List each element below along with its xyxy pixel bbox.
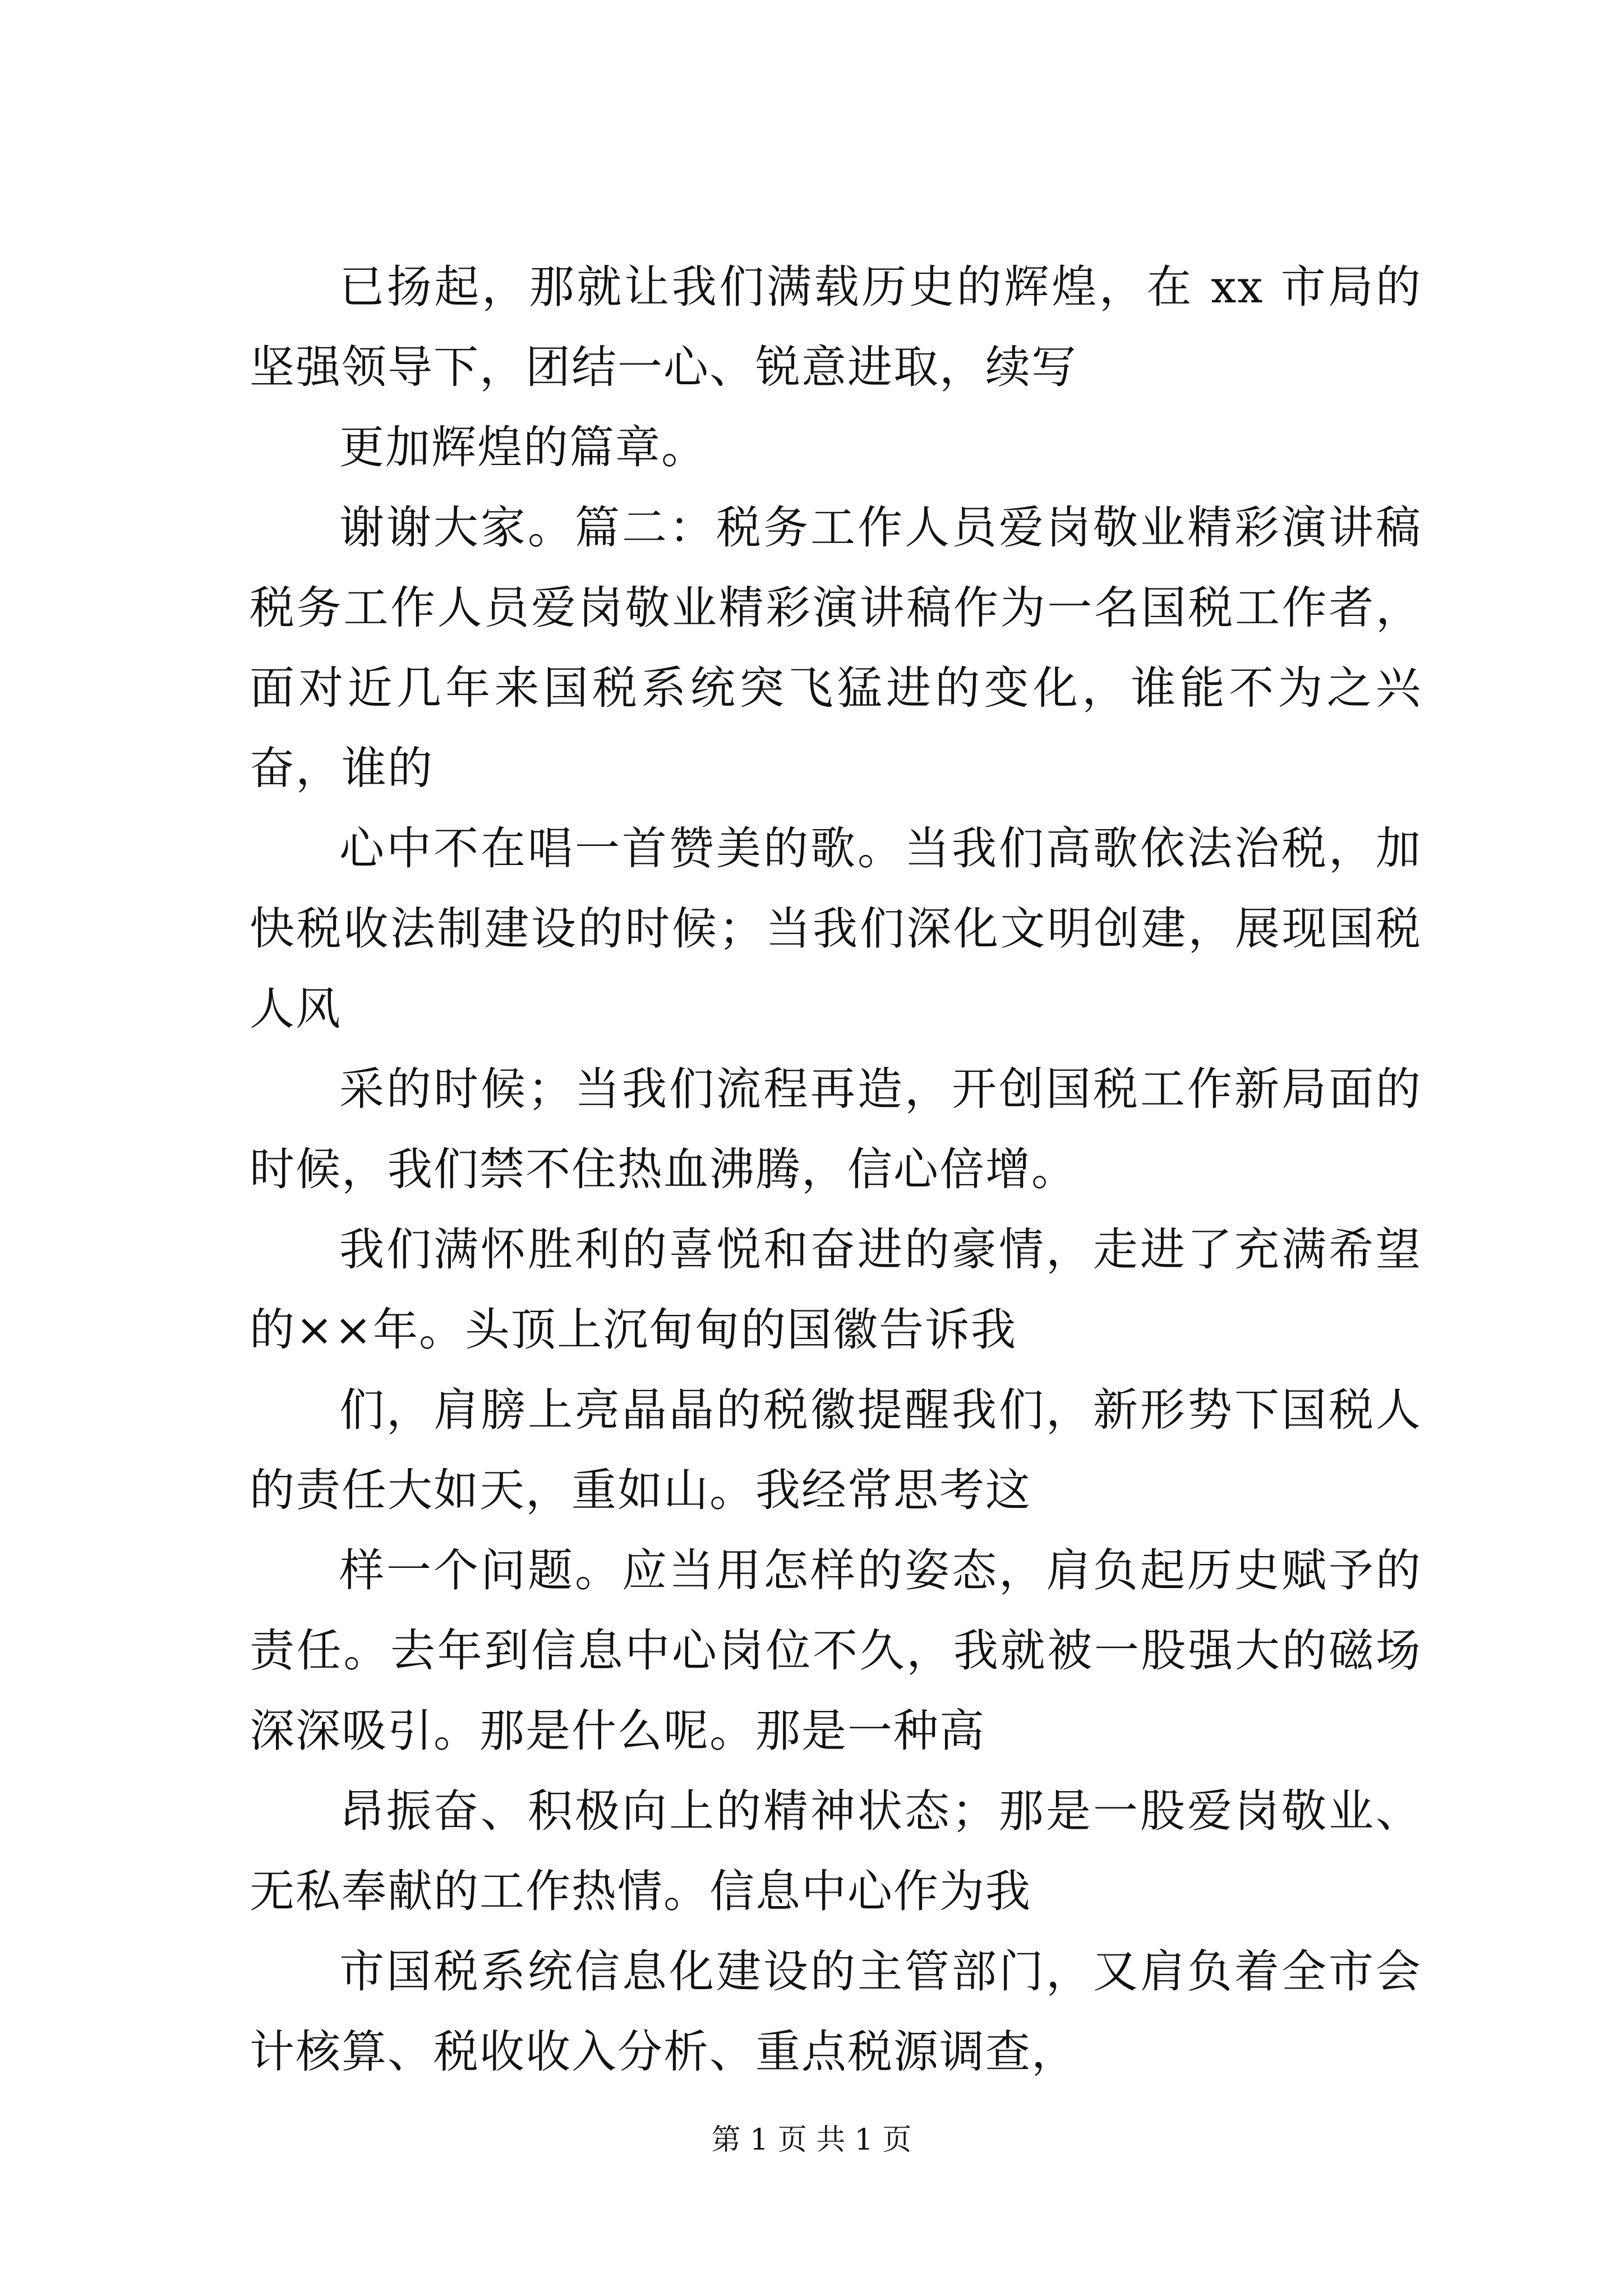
paragraph-10: 市国税系统信息化建设的主管部门，又肩负着全市会计核算、税收收入分析、重点税源调查， [250, 1945, 1422, 2078]
paragraph-8: 样一个问题。应当用怎样的姿态，肩负起历史赋予的责任。去年到信息中心岗位不久，我就被一股强大的磁场深深吸引。那是什么呢。那是一种高 [250, 1544, 1422, 1757]
paragraph-3: 谢谢大家。篇二：税务工作人员爱岗敬业精彩演讲稿税务工作人员爱岗敬业精彩演讲稿作为一名国税工作者，面对近几年来国税系统突飞猛进的变化，谁能不为之兴奋，谁的 [250, 501, 1422, 794]
document-body [250, 247, 1422, 2092]
paragraph-7: 们，肩膀上亮晶晶的税徽提醒我们，新形势下国税人的责任大如天，重如山。我经常思考这 [250, 1384, 1422, 1516]
paragraph-6: 我们满怀胜利的喜悦和奋进的豪情，走进了充满希望的××年。头顶上沉甸甸的国徽告诉我 [250, 1223, 1422, 1356]
paragraph-4: 心中不在唱一首赞美的歌。当我们高歌依法治税，加快税收法制建设的时候；当我们深化文明创建，展现国税人风 [250, 822, 1422, 1035]
paragraph-2: 更加辉煌的篇章。 [339, 421, 707, 473]
paragraph-9: 昂振奋、积极向上的精神状态；那是一股爱岗敬业、无私奉献的工作热情。信息中心作为我 [250, 1785, 1422, 1917]
page-number-footer: 第 1 页 共 1 页 [711, 2123, 912, 2157]
paragraph-5: 采的时候；当我们流程再造，开创国税工作新局面的时候，我们禁不住热血沸腾，信心倍增。 [250, 1063, 1422, 1195]
paragraph-1: 已扬起，那就让我们满载历史的辉煌，在 xx 市局的坚强领导下，团结一心、锐意进取，续写 [250, 261, 1422, 393]
